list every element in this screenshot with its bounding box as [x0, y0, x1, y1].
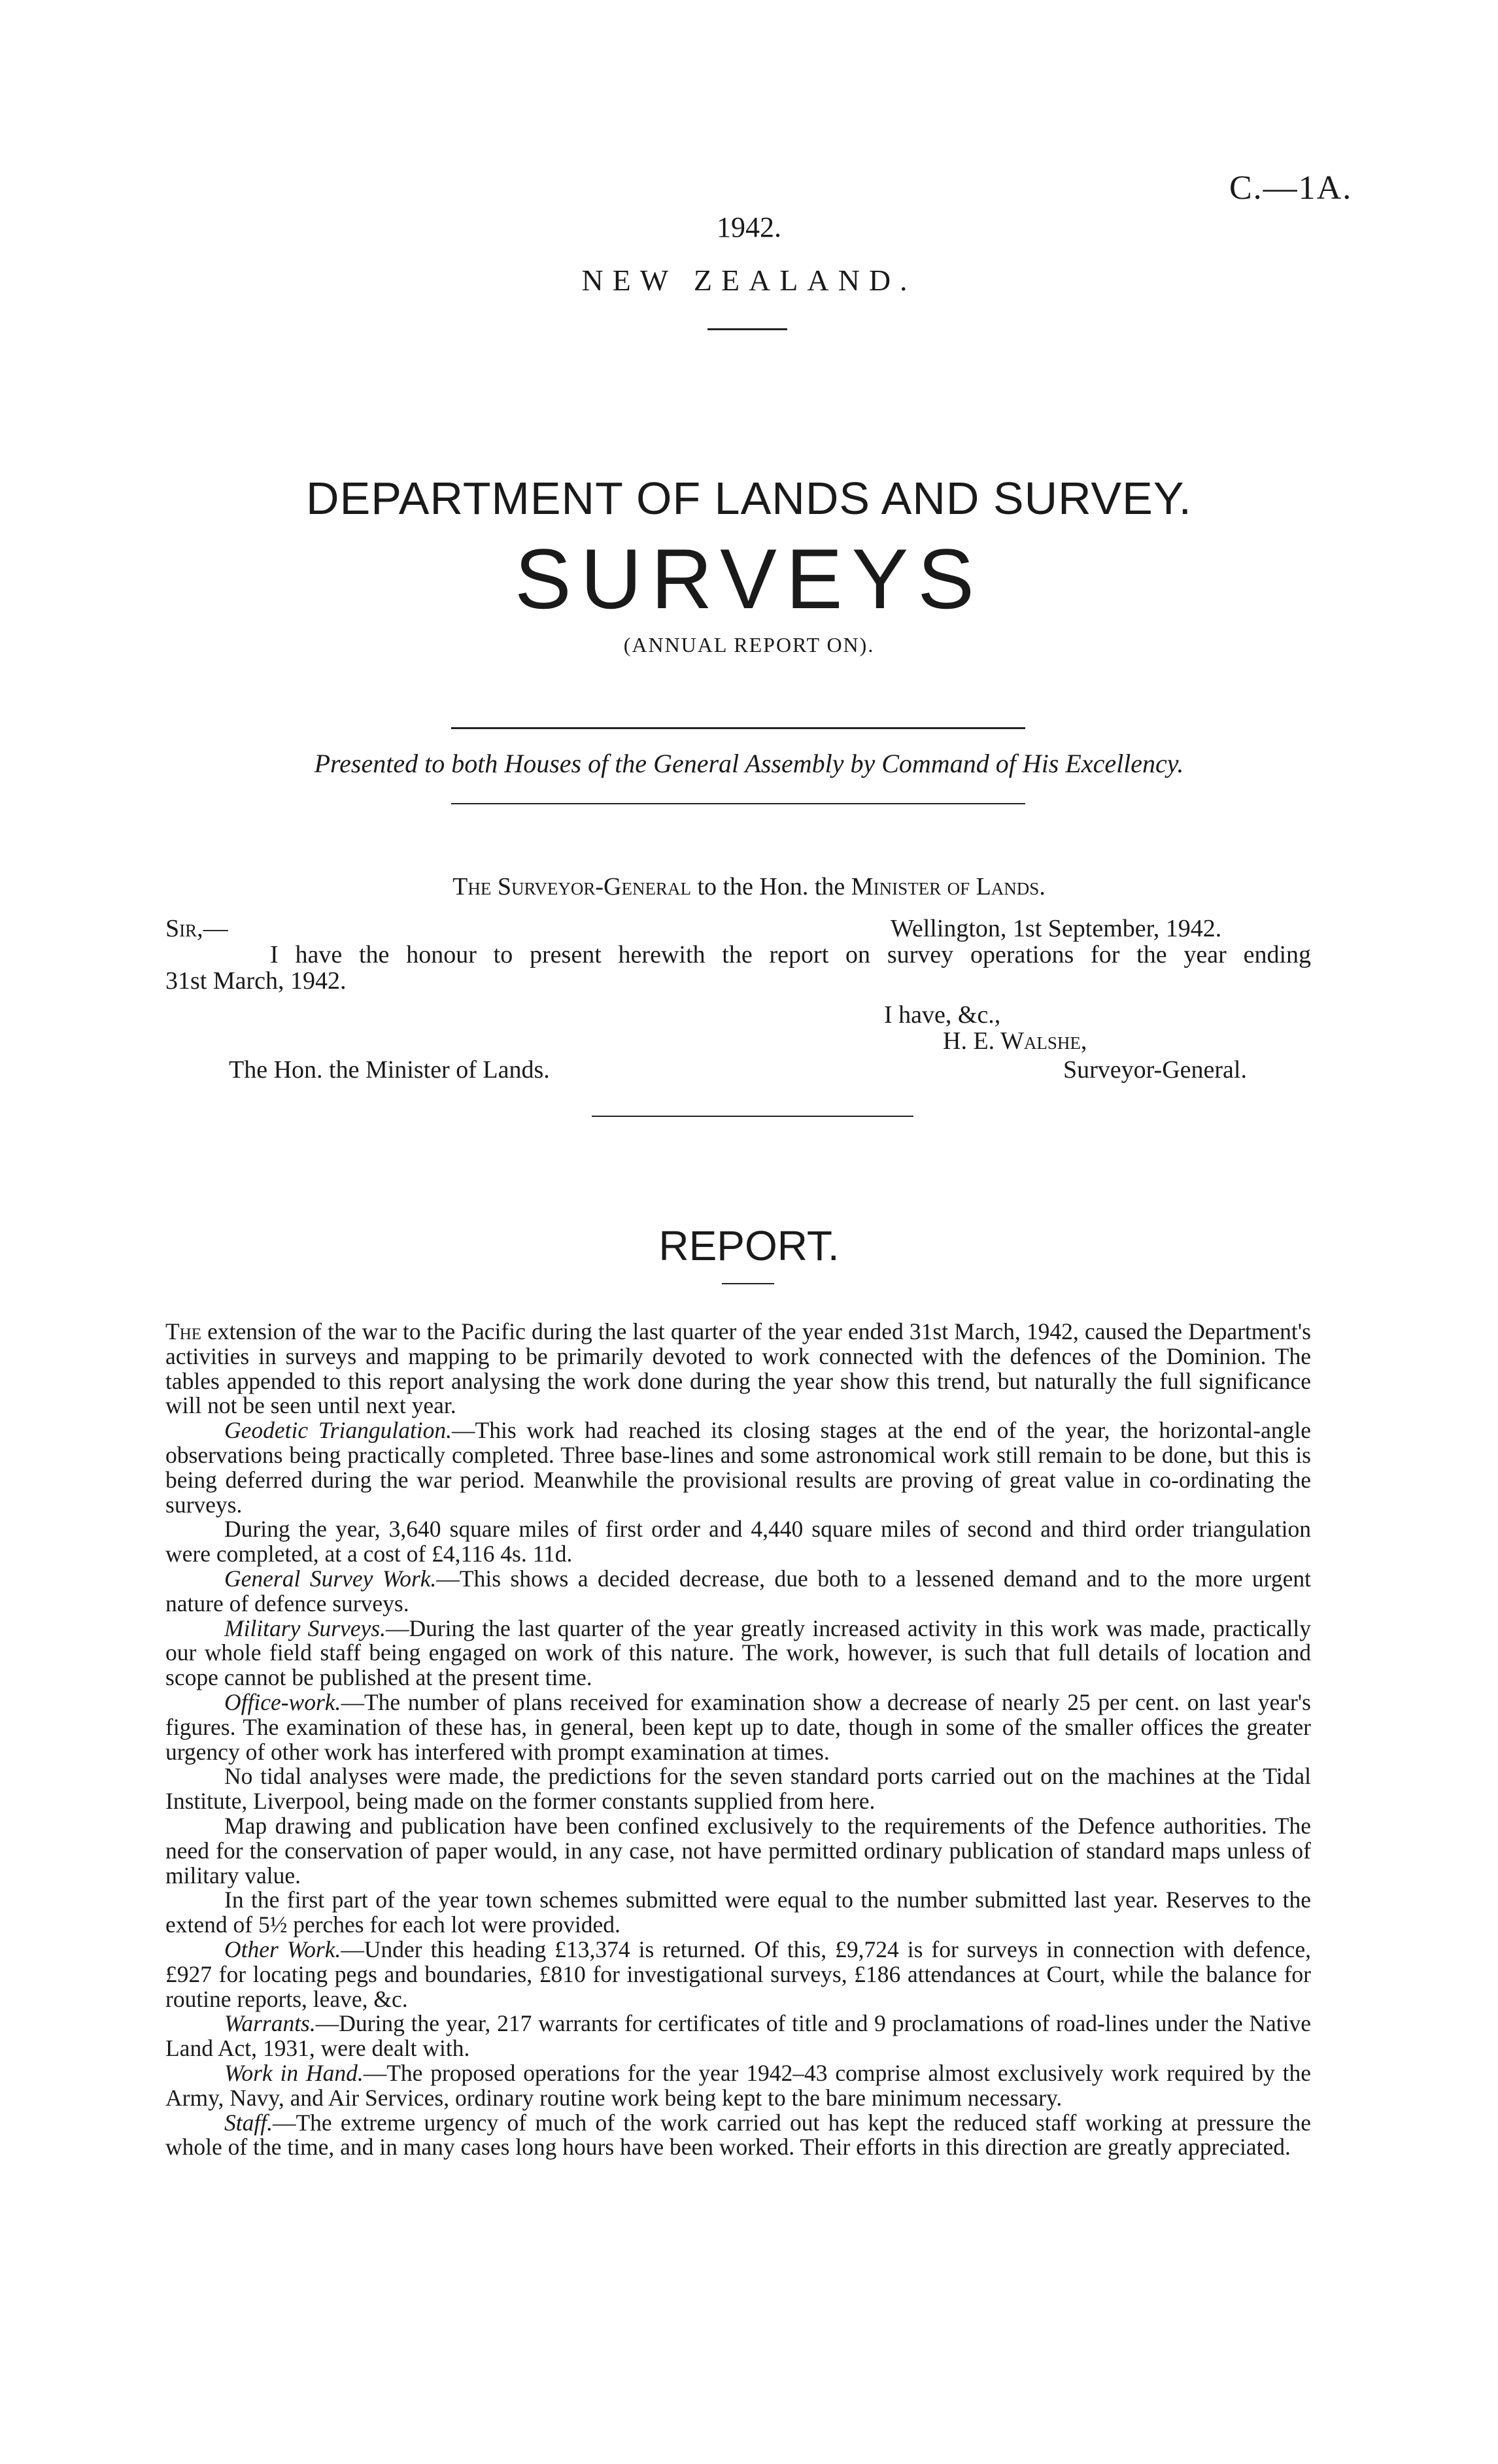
- geodetic-text: —This work had reached its closing stages at the end of the year, the horizontal-angle observations being practically completed. Three base-lines and some astronomical work still remain to be done, but this is being deferred during the war period. Meanwhile the provisional results are proving of great value in co-ordinating the surveys.: [165, 1417, 1311, 1518]
- triangulation-paragraph: During the year, 3,640 square miles of first order and 4,440 square miles of second and third order triangulation were completed, at a cost of £4,116 4s. 11d.: [165, 1516, 1311, 1567]
- letter-signatory: H. E. Walshe,: [943, 1027, 1087, 1055]
- document-reference: C.—1A.: [1229, 169, 1353, 207]
- tidal-paragraph: No tidal analyses were made, the predictions for the seven standard ports carried out on the machines at the Tidal Institute, Liverpool, being made on the former constants supplied from here.: [165, 1763, 1311, 1815]
- staff-text: —The extreme urgency of much of the work carried out has kept the reduced staff working at pressure the whole of the time, and in many cases long hours have been worked. Their efforts in this direction are greatly appreciated.: [165, 2109, 1311, 2161]
- work-in-hand-text: —The proposed operations for the year 1942–43 comprise almost exclusively work required by the Army, Navy, and Air Services, ordinary routine work being kept to the bare minimum necessary.: [165, 2059, 1311, 2111]
- other-work-text: —Under this heading £13,374 is returned. Of this, £9,724 is for surveys in connection with defence, £927 for locating pegs and boundaries, £810 for investigational surveys, £186 attendances at Court, while the balance for routine reports, leave, &c.: [165, 1936, 1311, 2012]
- divider: [592, 1116, 913, 1117]
- letter-heading: [0, 872, 1498, 901]
- divider: [451, 727, 1025, 729]
- other-work-heading: Other Work.: [224, 1936, 341, 1962]
- salutation: Sir,—: [165, 915, 228, 942]
- work-in-hand-paragraph: [165, 2061, 1311, 2111]
- military-paragraph: [165, 1617, 1311, 1690]
- staff-paragraph: [165, 2111, 1311, 2161]
- letter-to: Minister of Lands.: [851, 873, 1046, 900]
- letter-body-line-1: I have the honour to present herewith the report on survey operations for the year ending: [270, 941, 1311, 968]
- report-year: 1942.: [717, 211, 781, 243]
- work-in-hand-heading: Work in Hand.: [224, 2059, 364, 2086]
- letter-body-line-2: 31st March, 1942.: [165, 967, 347, 995]
- report-title: REPORT.: [658, 1222, 840, 1269]
- military-text: —During the last quarter of the year greatly increased activity in this work was made, practically our whole field staff being engaged on work of this nature. The work, however, is such that full details of location and scope cannot be published at the present time.: [165, 1615, 1311, 1691]
- geodetic-heading: Geodetic Triangulation.: [224, 1417, 452, 1444]
- office-text: —The number of plans received for examination show a decrease of nearly 25 per cent. on last year's figures. The examination of these has, in general, been kept up to date, though in some of the smaller offices the greater urgency of other work has interfered with prompt examination at times.: [165, 1688, 1311, 1765]
- geodetic-paragraph: [165, 1418, 1311, 1517]
- military-heading: Military Surveys.: [224, 1615, 386, 1641]
- warrants-paragraph: [165, 2011, 1311, 2061]
- divider: [722, 1283, 774, 1284]
- presented-line: Presented to both Houses of the General Assembly by Command of His Excellency.: [314, 749, 1184, 778]
- letter-date: Wellington, 1st September, 1942.: [891, 915, 1222, 942]
- office-paragraph: [165, 1690, 1311, 1764]
- divider: [707, 328, 787, 330]
- department-title: DEPARTMENT OF LANDS AND SURVEY.: [306, 473, 1192, 524]
- intro-paragraph: [165, 1320, 1311, 1418]
- staff-heading: Staff.: [224, 2109, 273, 2136]
- town-paragraph: In the first part of the year town schemes submitted were equal to the number submitted last year. Reserves to the extend of 5½ perches for each lot were provided.: [165, 1887, 1311, 1938]
- report-body: [165, 1320, 1311, 2160]
- letter-closing: I have, &c.,: [884, 1001, 1001, 1029]
- divider: [451, 803, 1025, 804]
- letter-to-connector: to the Hon. the: [697, 873, 845, 900]
- general-survey-text: —This shows a decided decrease, due both to a lessened demand and to the more urgent nature of defence surveys.: [165, 1565, 1311, 1617]
- page-subtitle: (ANNUAL REPORT ON).: [623, 633, 875, 657]
- intro-lead: The: [165, 1318, 202, 1344]
- general-survey-paragraph: [165, 1567, 1311, 1617]
- office-heading: Office-work.: [224, 1688, 341, 1715]
- general-survey-heading: General Survey Work.: [224, 1565, 437, 1592]
- other-work-paragraph: [165, 1938, 1311, 2011]
- country-heading: NEW ZEALAND.: [581, 264, 917, 297]
- page-title: SURVEYS: [515, 531, 983, 626]
- letter-addressee: The Hon. the Minister of Lands.: [229, 1056, 550, 1084]
- signatory-title: Surveyor-General.: [1063, 1056, 1247, 1084]
- warrants-heading: Warrants.: [224, 2010, 316, 2037]
- warrants-text: —During the year, 217 warrants for certificates of title and 9 proclamations of road-lines under the Native Land Act, 1931, were dealt with.: [165, 2010, 1311, 2062]
- intro-text: extension of the war to the Pacific during the last quarter of the year ended 31st March, 1942, caused the Department's activities in surveys and mapping to be primarily devoted to work connected with the defences of the Dominion. The tables appended to this report analysing the work done during the year show this trend, but naturally the full significance will not be seen until next year.: [165, 1318, 1311, 1419]
- map-paragraph: Map drawing and publication have been confined exclusively to the requirements of the Defence authorities. The need for the conservation of paper would, in any case, not have permitted ordinary publication of standard maps unless of military value.: [165, 1812, 1311, 1889]
- letter-from: The Surveyor-General: [452, 873, 691, 900]
